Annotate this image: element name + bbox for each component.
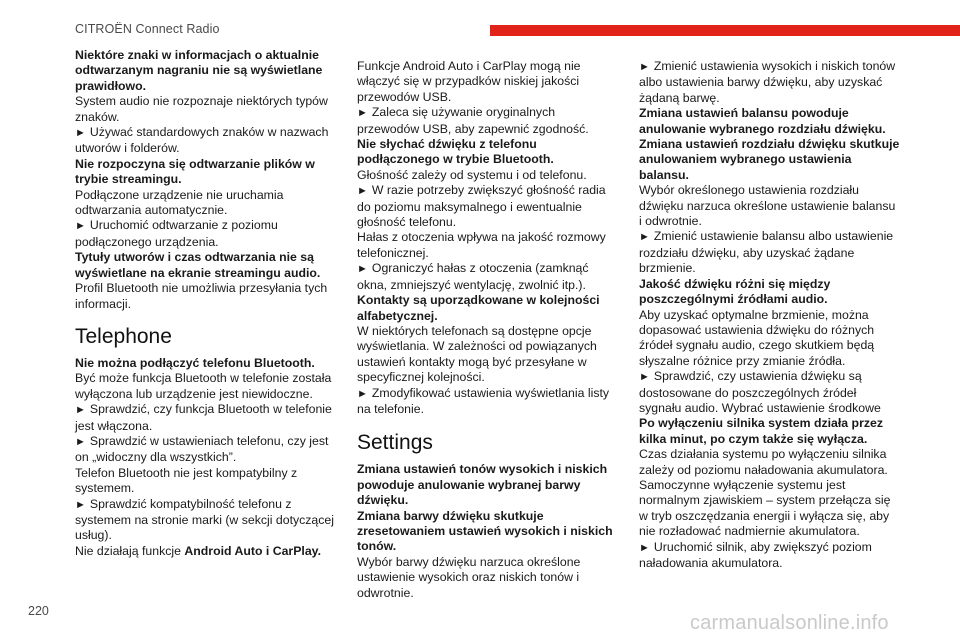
arrow-icon: ► xyxy=(357,263,368,276)
solution-text: ► Ograniczyć hałas z otoczenia (zamknąć okna, zmniejszyć wentylację, zwolnić itp.). xyxy=(357,261,589,292)
arrow-icon: ► xyxy=(357,185,368,198)
answer-text: Aby uzyskać optymalne brzmienie, można dopasować ustawienia dźwięku do różnych źródeł sygnału audio, czego skutkiem będą słyszalne różnice przy zmianie źródła. xyxy=(639,307,875,368)
solution-text: ► Sprawdzić, czy funkcja Bluetooth w telefonie jest włączona. xyxy=(75,402,332,433)
question-heading: Zmiana ustawień tonów wysokich i niskich powoduje anulowanie wybranej barwy dźwięku. xyxy=(357,462,608,508)
arrow-icon: ► xyxy=(639,231,650,244)
column-3 xyxy=(639,59,901,571)
answer-text: System audio nie rozpoznaje niektórych typów znaków. xyxy=(75,94,328,124)
header-title: CITROËN Connect Radio xyxy=(75,22,220,36)
question-heading: Jakość dźwięku różni się między poszczególnymi źródłami audio. xyxy=(639,276,831,307)
arrow-icon: ► xyxy=(357,387,368,400)
question-heading: Zmiana ustawień balansu powoduje anulowanie wybranego rozdziału dźwięku. xyxy=(639,106,886,136)
answer-text: Wybór określonego ustawienia rozdziału dźwięku narzuca określone ustawienie balansu i odwrotnie. xyxy=(639,183,896,229)
page-number: 220 xyxy=(28,604,49,618)
answer-text: Czas działania systemu po wyłączeniu silnika zależy od poziomu naładowania akumulatora. xyxy=(639,447,888,477)
column-1 xyxy=(75,48,337,559)
question-heading: Kontakty są uporządkowane w kolejności alfabetycznej. xyxy=(357,293,600,323)
answer-text: Hałas z otoczenia wpływa na jakość rozmowy telefonicznej. xyxy=(357,230,606,260)
arrow-icon: ► xyxy=(639,371,650,384)
arrow-icon: ► xyxy=(75,498,86,511)
arrow-icon: ► xyxy=(639,541,650,554)
section-title-settings: Settings xyxy=(357,431,433,455)
answer-text: Być może funkcja Bluetooth w telefonie została wyłączona lub urządzenie jest niewidoczne. xyxy=(75,371,332,401)
solution-text: ► Zmienić ustawienia wysokich i niskich tonów albo ustawienia barwy dźwięku, aby uzyskać żądaną barwę. xyxy=(639,59,896,105)
arrow-icon: ► xyxy=(75,220,86,233)
solution-text: ► Sprawdzić, czy ustawienia dźwięku są dostosowane do poszczególnych źródeł sygnału audio. Wybrać ustawienie środkowe xyxy=(639,369,881,415)
arrow-icon: ► xyxy=(639,61,650,73)
question-heading: Nie rozpoczyna się odtwarzanie plików w trybie streamingu. xyxy=(75,156,315,187)
question-heading: Nie można podłączyć telefonu Bluetooth. xyxy=(75,355,315,370)
answer-text: Głośność zależy od systemu i od telefonu. xyxy=(357,167,587,182)
question-heading: Zmiana ustawień rozdziału dźwięku skutkuje anulowaniem wybranego ustawienia balansu. xyxy=(639,137,900,182)
header-accent-bar xyxy=(490,25,960,36)
solution-text: ► Zaleca się używanie oryginalnych przewodów USB, aby zapewnić zgodność. xyxy=(357,105,589,136)
watermark: carmanualsonline.info xyxy=(690,612,889,634)
solution-text: ► Uruchomić silnik, aby zwiększyć poziom naładowania akumulatora. xyxy=(639,539,872,570)
question-heading: Zmiana barwy dźwięku skutkuje zresetowaniem ustawień wysokich i niskich tonów. xyxy=(357,508,613,554)
solution-text: ► Używać standardowych znaków w nazwach utworów i folderów. xyxy=(75,125,329,156)
question-heading: Tytuły utworów i czas odtwarzania nie są wyświetlane na ekranie streamingu audio. xyxy=(75,250,321,280)
arrow-icon: ► xyxy=(75,127,86,140)
answer-text: Podłączone urządzenie nie uruchamia odtwarzania automatycznie. xyxy=(75,187,284,218)
answer-text: Funkcje Android Auto i CarPlay mogą nie włączyć się w przypadków niskiej jakości przewodów USB. xyxy=(357,59,581,104)
solution-text: ► Zmienić ustawienie balansu albo ustawienie rozdziału dźwięku, aby uzyskać żądane brzmienie. xyxy=(639,229,894,276)
solution-text: ► W razie potrzeby zwiększyć głośność radia do poziomu maksymalnego i ewentualnie głośność telefonu. xyxy=(357,183,606,230)
solution-text: ► Sprawdzić kompatybilność telefonu z systemem na stronie marki (w sekcji dotyczącej usług). xyxy=(75,496,334,543)
answer-text: Wybór barwy dźwięku narzuca określone ustawienie wysokich oraz niskich tonów i odwrotnie. xyxy=(357,554,581,600)
answer-text: Profil Bluetooth nie umożliwia przesyłania tych informacji. xyxy=(75,281,328,311)
column-2 xyxy=(357,59,619,601)
question-heading: Po wyłączeniu silnika system działa przez kilka minut, po czym także się wyłącza. xyxy=(639,416,883,446)
question-heading: Niektóre znaki w informacjach o aktualnie odtwarzanym nagraniu nie są wyświetlane prawidłowo. xyxy=(75,48,323,93)
section-title-telephone: Telephone xyxy=(75,324,172,348)
answer-text: Telefon Bluetooth nie jest kompatybilny z systemem. xyxy=(75,465,298,496)
solution-text: ► Sprawdzić w ustawieniach telefonu, czy jest on „widoczny dla wszystkich”. xyxy=(75,433,329,465)
question-heading: Nie działają funkcje Android Auto i CarPlay. xyxy=(75,543,322,558)
solution-text: ► Zmodyfikować ustawienia wyświetlania listy na telefonie. xyxy=(357,385,610,416)
answer-text: Samoczynne wyłączenie systemu jest normalnym zjawiskiem – system przełącza się w tryb oszczędzania energii i wyłącza się, aby nie rozładować nadmiernie akumulatora. xyxy=(639,477,891,539)
answer-text: W niektórych telefonach są dostępne opcje wyświetlania. W zależności od powiązanych ustawień kontakty mogą być przesyłane w specyficznej kolejności. xyxy=(357,323,597,385)
arrow-icon: ► xyxy=(75,435,86,448)
arrow-icon: ► xyxy=(357,107,368,120)
arrow-icon: ► xyxy=(75,404,86,417)
solution-text: ► Uruchomić odtwarzanie z poziomu podłączonego urządzenia. xyxy=(75,218,278,249)
question-heading: Nie słychać dźwięku z telefonu podłączonego w trybie Bluetooth. xyxy=(357,137,554,167)
